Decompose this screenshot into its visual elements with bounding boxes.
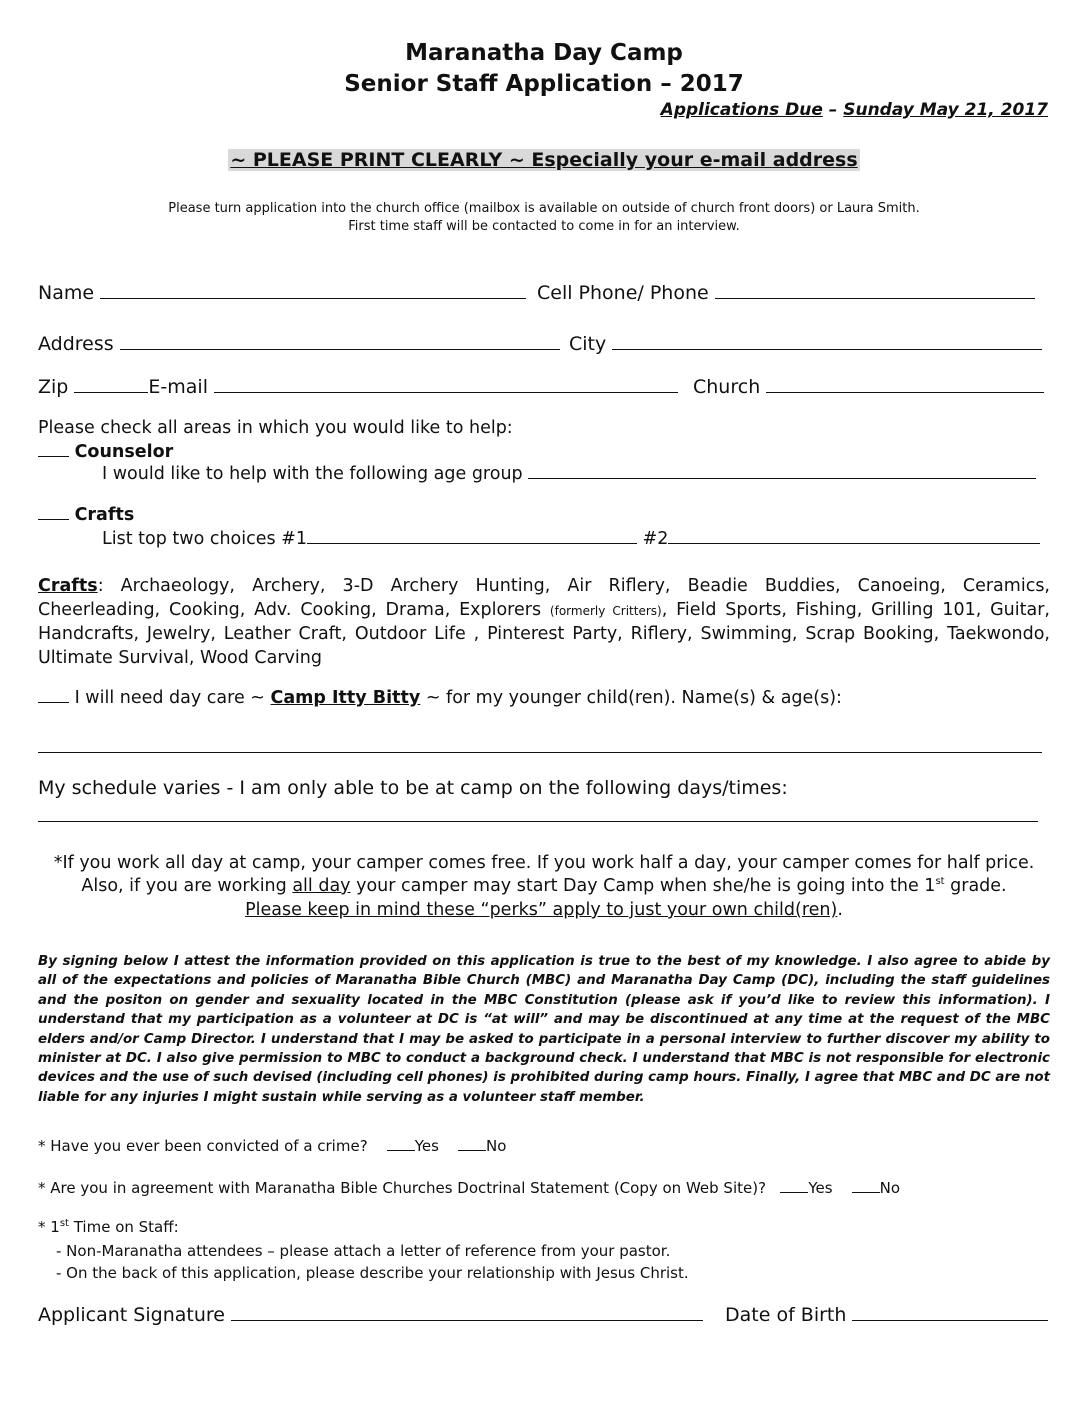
perks-line-2-c: grade. [944, 876, 1007, 896]
address-line[interactable] [120, 335, 560, 350]
dob-field[interactable] [725, 1304, 1048, 1326]
signature-field[interactable] [38, 1304, 703, 1326]
choice-2-line[interactable] [668, 529, 1040, 544]
crafts-list [38, 575, 1050, 670]
address-field[interactable] [38, 333, 560, 355]
doctrine-no-blank[interactable] [852, 1178, 880, 1193]
city-label: City [569, 333, 607, 355]
dob-line[interactable] [852, 1306, 1048, 1321]
first-time-prefix: * 1 [38, 1218, 60, 1236]
phone-line[interactable] [715, 284, 1035, 299]
perks-line-2-b: your camper may start Day Camp when she/he is going into the 1 [350, 876, 936, 896]
crime-question[interactable] [38, 1136, 506, 1155]
crafts-label: Crafts [74, 505, 135, 525]
form-title: Maranatha Day Camp [405, 40, 683, 66]
doctrine-question-text: * Are you in agreement with Maranatha Bible Churches Doctrinal Statement (Copy on Web Site)? [38, 1179, 767, 1197]
dob-label: Date of Birth [725, 1304, 847, 1326]
due-date-line [661, 100, 1048, 120]
schedule-line[interactable] [38, 821, 1038, 822]
phone-field[interactable] [537, 282, 1035, 304]
crafts-list-note: (formerly Critters) [549, 603, 662, 618]
first-time-sup: st [59, 1218, 69, 1229]
city-field[interactable] [569, 333, 1042, 355]
perks-line-1: *If you work all day at camp, your camper comes free. If you work half a day, your camper comes for half price. [53, 853, 1035, 873]
perks-line-2 [0, 876, 1088, 896]
crafts-list-part-1: : Archaeology, Archery, 3-D Archery Hunting, Air Riflery, Beadie Buddies, Canoeing, Ceramics, Cheerleading, Cooking, Adv. Cooking, Drama, Explorers [38, 576, 1050, 620]
legal-statement: By signing below I attest the information provided on this application is true to the best of my knowledge. I also agree to abide by all of the expectations and policies of Maranatha Bible Church (MBC) and Maranatha Day Camp (DC), including the staff guidelines and the positon on gender and sexuality located in the MBC Constitution (please ask if you’d like to review this information). I understand that my participation as a volunteer at DC is “at will” and may be discontinued at any time at the request of the MBC elders and/or Camp Director. I understand that I may be asked to participate in a personal interview to further discover my ability to minister at DC. I also give permission to MBC to conduct a background check. I understand that MBC is not responsible for electronic devices and the use of such devised (including cell phones) is prohibited during camp hours. Finally, I agree that MBC and DC are not liable for any injuries I might sustain while serving as a volunteer staff member. [38, 954, 1050, 1105]
daycare-prefix: I will need day care ~ [74, 688, 271, 708]
signature-label: Applicant Signature [38, 1304, 225, 1326]
signature-line[interactable] [231, 1306, 703, 1321]
first-time-item-b: - On the back of this application, please describe your relationship with Jesus Christ. [56, 1264, 689, 1282]
doctrine-question[interactable] [38, 1178, 900, 1197]
form-subtitle: Senior Staff Application – 2017 [344, 71, 744, 97]
intro-line-1: Please turn application into the church office (mailbox is available on outside of church front doors) or Laura Smith. [168, 201, 920, 216]
phone-label: Cell Phone/ Phone [537, 282, 709, 304]
city-line[interactable] [612, 335, 1042, 350]
crime-question-text: * Have you ever been convicted of a crime? [38, 1137, 368, 1155]
counselor-label: Counselor [74, 442, 174, 462]
zip-line[interactable] [74, 378, 148, 393]
intro-line-2: First time staff will be contacted to come in for an interview. [348, 219, 740, 234]
counselor-option[interactable] [38, 442, 173, 462]
church-line[interactable] [766, 378, 1044, 393]
crafts-list-part-2: , Field Sports, Fishing, Grilling 101, Guitar, Handcrafts, Jewelry, Leather Craft, Outdoor Life , Pinterest Party, Riflery, Swimming, Scrap Booking, Taekwondo, Ultimate Survival, Wood Carving [38, 599, 1050, 668]
perks-note-end: . [837, 900, 843, 920]
email-line[interactable] [214, 378, 678, 393]
crafts-list-heading: Crafts [38, 576, 98, 596]
doctrine-yes-blank[interactable] [780, 1178, 808, 1193]
age-group-label: I would like to help with the following age group [102, 464, 523, 484]
counselor-checkbox[interactable] [38, 442, 69, 457]
name-field[interactable] [38, 282, 526, 304]
choice-1-line[interactable] [307, 529, 637, 544]
choice-1-label: List top two choices #1 [102, 529, 307, 549]
crime-no-blank[interactable] [458, 1136, 486, 1151]
due-label: Applications Due [660, 100, 823, 120]
church-label: Church [693, 376, 761, 398]
crafts-choices-field[interactable] [102, 529, 1040, 549]
perks-sup: st [935, 876, 945, 888]
schedule-label: My schedule varies - I am only able to be at camp on the following days/times: [38, 777, 788, 799]
due-separator: – [822, 100, 844, 120]
choice-2-label: #2 [642, 529, 669, 549]
zip-label: Zip [38, 376, 69, 398]
crime-yes-blank[interactable] [387, 1136, 415, 1151]
age-group-line[interactable] [528, 464, 1036, 479]
name-label: Name [38, 282, 95, 304]
first-time-item-a: - Non-Maranatha attendees – please attach a letter of reference from your pastor. [56, 1242, 671, 1260]
print-notice-text: ~ PLEASE PRINT CLEARLY ~ Especially your e-mail address [230, 149, 858, 171]
address-label: Address [38, 333, 114, 355]
daycare-option[interactable] [38, 688, 842, 708]
daycare-checkbox[interactable] [38, 688, 69, 703]
areas-intro: Please check all areas in which you would like to help: [38, 418, 513, 438]
crafts-option[interactable] [38, 505, 134, 525]
zip-field[interactable] [38, 376, 678, 398]
crime-no-label: No [486, 1137, 507, 1155]
perks-note: Please keep in mind these “perks” apply to just your own child(ren) [245, 900, 838, 920]
church-field[interactable] [693, 376, 1044, 398]
daycare-camp-name: Camp Itty Bitty [270, 688, 421, 708]
crafts-checkbox[interactable] [38, 505, 69, 520]
perks-all-day: all day [292, 876, 351, 896]
doctrine-no-label: No [879, 1179, 901, 1197]
first-time-suffix: Time on Staff: [68, 1218, 179, 1236]
name-line[interactable] [100, 284, 526, 299]
daycare-suffix: ~ for my younger child(ren). Name(s) & age(s): [420, 688, 842, 708]
doctrine-yes-label: Yes [808, 1179, 833, 1197]
age-group-field[interactable] [102, 464, 1036, 484]
email-label: E-mail [148, 376, 208, 398]
perks-line-3 [0, 900, 1088, 920]
print-notice [0, 149, 1088, 171]
daycare-names-line[interactable] [38, 752, 1042, 753]
crime-yes-label: Yes [414, 1137, 439, 1155]
first-time-heading [38, 1218, 179, 1236]
perks-line-2-a: Also, if you are working [81, 876, 293, 896]
due-date: Sunday May 21, 2017 [843, 100, 1048, 120]
